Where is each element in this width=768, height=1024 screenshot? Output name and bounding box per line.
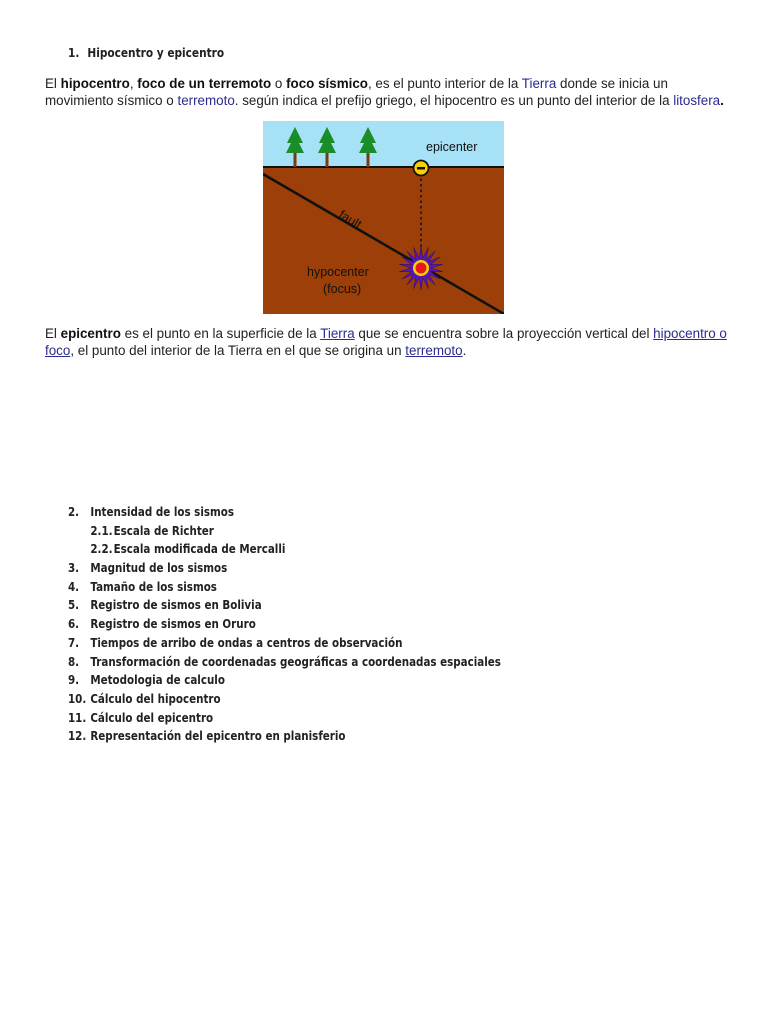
section-heading (68, 46, 224, 60)
text-run: . según indica el prefijo griego, el hipocentro es un punto del interior de la (234, 93, 674, 108)
item-number: 2.2. (90, 542, 113, 557)
text-run: . (462, 343, 467, 358)
list-item (68, 727, 501, 746)
item-label: Intensidad de los sismos (90, 505, 234, 519)
link-tierra[interactable]: Tierra (320, 326, 355, 341)
list-item (68, 690, 501, 709)
item-label: Magnitud de los sismos (90, 561, 228, 576)
item-label: Tiempos de arribo de ondas a centros de observación (90, 635, 403, 650)
text-run: , el punto del interior de la Tierra en el que se origina un (70, 343, 406, 358)
list-item (68, 540, 501, 559)
item-number: 8. (68, 654, 80, 669)
item-number: 10. (68, 691, 87, 706)
link-hipocentro-o-foco[interactable]: hipocentro o foco (45, 326, 727, 358)
table-of-contents (68, 503, 501, 746)
text-run: , es el punto interior de la (367, 76, 522, 91)
item-label: Representación del epicentro en planisferio (90, 729, 346, 744)
list-item (68, 709, 501, 728)
link-terremoto[interactable]: terremoto (405, 343, 463, 358)
item-label: Cálculo del hipocentro (90, 691, 221, 706)
item-number: 6. (68, 617, 80, 632)
item-label: Registro de sismos en Bolivia (90, 598, 262, 613)
list-item (68, 653, 501, 672)
item-label: Tamaño de los sismos (90, 579, 217, 594)
list-item (68, 634, 501, 653)
hypocenter-diagram (263, 121, 504, 314)
item-label: Registro de sismos en Oruro (90, 617, 256, 632)
paragraph-hipocentro (45, 75, 735, 109)
diagram-svg (263, 121, 504, 314)
link-terremoto[interactable]: terremoto (177, 93, 235, 108)
item-label: Metodologia de calculo (90, 673, 225, 688)
text-run: El (45, 76, 61, 91)
list-item (68, 559, 501, 578)
item-number: 2. (68, 505, 80, 519)
focus-label: (focus) (323, 282, 362, 296)
link-tierra[interactable]: Tierra (521, 76, 557, 91)
hypocenter-label: hypocenter (307, 265, 369, 279)
item-number: 5. (68, 598, 80, 613)
item-number: 4. (68, 579, 80, 594)
list-item (68, 615, 501, 634)
bold-term-foco: foco de un terremoto (137, 76, 272, 91)
item-number: 11. (68, 710, 87, 725)
paragraph-epicentro (45, 325, 735, 359)
item-number: 2.1. (90, 523, 113, 538)
list-item (68, 503, 501, 522)
text-run: . (720, 93, 724, 108)
epicenter-marker-icon (414, 161, 429, 176)
item-label: Cálculo del epicentro (90, 710, 214, 725)
bold-term-foco-sismico: foco sísmico (286, 76, 368, 91)
text-run: es el punto en la superficie de la (120, 326, 321, 341)
list-item (68, 578, 501, 597)
item-number: 3. (68, 561, 80, 576)
bold-term-epicentro: epicentro (60, 326, 121, 341)
list-item (68, 671, 501, 690)
item-number: 9. (68, 673, 80, 688)
text-run: o (271, 76, 287, 91)
heading-label: Hipocentro y epicentro (87, 46, 225, 60)
link-litosfera[interactable]: litosfera (673, 93, 721, 108)
item-number: 12. (68, 729, 87, 744)
list-item (68, 522, 501, 541)
item-label: Escala de Richter (113, 523, 214, 538)
text-run: El (45, 326, 61, 341)
text-run: donde se inicia un movimiento sísmico o (45, 76, 668, 108)
bold-term-hipocentro: hipocentro (60, 76, 130, 91)
item-label: Transformación de coordenadas geográficas a coordenadas espaciales (90, 654, 501, 669)
item-number: 7. (68, 635, 80, 650)
item-label: Escala modificada de Mercalli (113, 542, 286, 557)
epicenter-label: epicenter (426, 140, 478, 154)
fault-label: fault (336, 207, 364, 232)
list-item (68, 596, 501, 615)
heading-number: 1. (68, 46, 80, 60)
text-run: que se encuentra sobre la proyección vertical del (354, 326, 654, 341)
text-run: , (129, 76, 138, 91)
